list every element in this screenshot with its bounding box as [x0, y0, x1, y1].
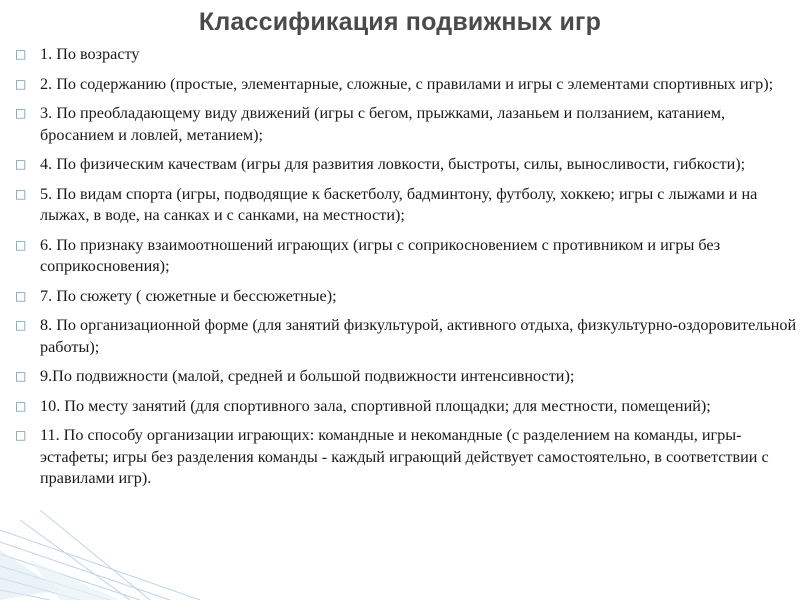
list-item-text: 2. По содержанию (простые, элементарные, сложные, с правилами и игры с элементами спортивных игр);	[40, 74, 774, 93]
square-bullet-icon: □	[15, 428, 27, 442]
list-item-text: 9.По подвижности (малой, средней и большой подвижности интенсивности);	[40, 367, 575, 385]
square-bullet-icon: □	[15, 106, 27, 120]
square-bullet-icon: □	[15, 237, 27, 252]
slide-title: Классификация подвижных игр	[198, 8, 602, 36]
list-item	[14, 184, 798, 227]
list-item-text: 1. По возрасту	[40, 45, 140, 63]
square-bullet-icon: □	[15, 76, 27, 91]
list-item-text: 4. По физическим качествам (игры для развития ловкости, быстроты, силы, выносливости, гибкости);	[40, 155, 746, 173]
square-bullet-icon: □	[15, 47, 27, 61]
list-item-text: 5. По видам спорта (игры, подводящие к баскетболу, бадминтону, футболу, хоккею; игры с лыжами и на лыжах, в воде, на санках и с санками, на местности);	[40, 184, 758, 224]
square-bullet-icon: □	[15, 398, 27, 413]
list-item	[14, 315, 798, 358]
list-item	[14, 366, 798, 388]
list-item	[14, 425, 798, 490]
list-item	[14, 235, 798, 278]
list-item-text: 10. По месту занятий (для спортивного зала, спортивной площадки; для местности, помещений);	[40, 396, 711, 415]
square-bullet-icon: □	[15, 186, 27, 201]
square-bullet-icon: □	[15, 157, 27, 171]
list-item	[14, 44, 798, 66]
square-bullet-icon: □	[15, 369, 27, 383]
list-item-text: 7. По сюжету ( сюжетные и бессюжетные);	[40, 286, 337, 305]
square-bullet-icon: □	[15, 318, 27, 332]
corner-decoration-lines	[0, 480, 200, 600]
list-item	[14, 286, 798, 308]
list-item-text: 11. По способу организации играющих: командные и некомандные (с разделением на команды, игры-эстафеты; игры без разделения команды - каждый играющий действует самостоятельно, в соответствии с правилами игр).	[40, 426, 769, 487]
list-item	[14, 103, 798, 146]
classification-list	[14, 44, 798, 498]
list-item	[14, 154, 798, 176]
list-item-text: 8. По организационной форме (для занятий физкультурой, активного отдыха, физкультурно-оздоровительной работы);	[40, 316, 797, 356]
list-item	[14, 396, 798, 418]
list-item-text: 6. По признаку взаимоотношений играющих (игры с соприкосновением с противником и игры без соприкосновения);	[40, 235, 721, 275]
list-item	[14, 74, 798, 96]
list-item-text: 3. По преобладающему виду движений (игры с бегом, прыжками, лазаньем и ползанием, катанием, бросанием и ловлей, метанием);	[40, 104, 726, 144]
square-bullet-icon: □	[15, 288, 27, 303]
